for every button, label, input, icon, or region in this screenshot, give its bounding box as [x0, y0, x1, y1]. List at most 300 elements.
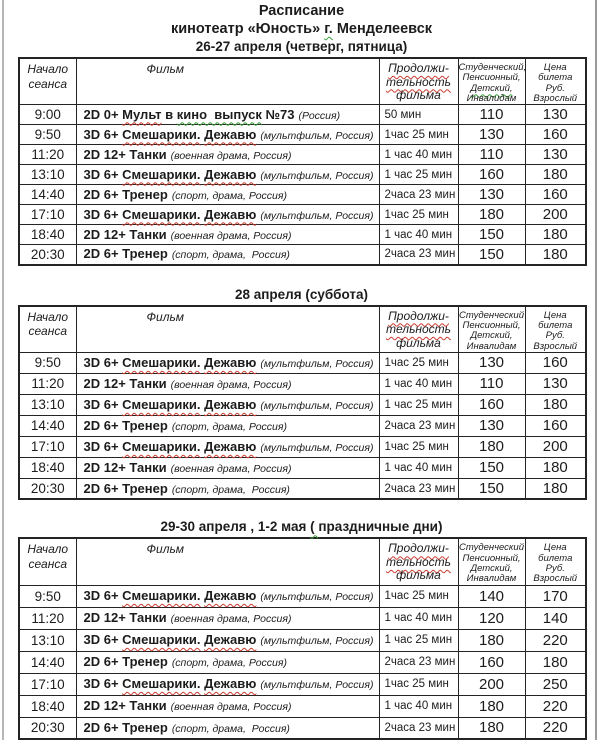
film-duration: 1 час 40 мин: [379, 145, 458, 165]
text-segment: 2D 6+ Тренер: [83, 246, 168, 262]
film-duration: 1 час 25 мин: [379, 165, 458, 185]
film-genre: (спорт, драма, Россия): [171, 189, 288, 202]
session-start-time: 17:10: [19, 673, 76, 695]
text-segment: Начало: [27, 309, 69, 324]
schedule-row: [19, 607, 586, 629]
schedule-sections: [18, 38, 585, 740]
adult-price: 180: [525, 457, 586, 478]
film-cell: [76, 436, 379, 457]
schedule-row: [19, 352, 586, 373]
text-segment: Цена билета: [538, 62, 573, 84]
text-segment: Руб.: [545, 82, 565, 94]
text-segment: 2D 12+ Танки: [83, 226, 167, 242]
film-title: [84, 147, 167, 162]
spellcheck-marked-text: Смешарики.: [122, 632, 201, 648]
film-title: [84, 397, 257, 412]
text-segment: Студенческий: [459, 542, 524, 554]
film-genre: (мультфильм, Россия): [260, 635, 374, 648]
text-segment: 3D 6+: [83, 354, 123, 370]
schedule-table: [18, 537, 587, 740]
discount-price: 110: [458, 145, 525, 165]
film-duration: 1час 25 мин: [379, 673, 458, 695]
schedule-row: [19, 145, 586, 165]
discount-price: 110: [458, 373, 525, 394]
session-start-time: 9:50: [19, 585, 76, 607]
film-duration: 2часа 23 мин: [379, 478, 458, 499]
text-segment: Инвалидам: [466, 340, 517, 352]
schedule-row: [19, 478, 586, 499]
text-segment: 3D 6+: [83, 396, 123, 412]
text-segment: Пенсионный,: [462, 319, 521, 331]
film-genre: (военная драма, Россия): [170, 701, 292, 714]
section-date-title: [18, 286, 585, 303]
spellcheck-marked-text: Дежавю: [204, 676, 257, 692]
session-start-time: 20:30: [19, 478, 76, 499]
session-start-time: 13:10: [19, 394, 76, 415]
page-subtitle: [18, 20, 585, 38]
schedule-table: [18, 57, 587, 266]
discount-price: 130: [458, 415, 525, 436]
text-segment: Пенсионный,: [462, 72, 521, 84]
text-segment: Инвалидам: [466, 92, 517, 104]
discount-price: 130: [458, 352, 525, 373]
film-title: [84, 720, 168, 735]
text-segment: 3D 6+: [83, 632, 123, 648]
film-duration: 2часа 23 мин: [379, 717, 458, 739]
discount-price: 130: [458, 185, 525, 205]
schedule-row: [19, 165, 586, 185]
schedule-row: [19, 629, 586, 651]
adult-price: 160: [525, 415, 586, 436]
film-genre: (мультфильм, Россия): [260, 399, 374, 412]
text-segment: 2D 12+ Танки: [83, 459, 167, 475]
spellcheck-marked-text: Дежавю: [204, 166, 257, 182]
schedule-row: [19, 185, 586, 205]
text-segment: 2D 6+ Тренер: [83, 417, 168, 433]
text-segment: 3D 6+: [83, 438, 123, 454]
adult-price: 180: [525, 478, 586, 499]
spellcheck-marked-text: Дежавю: [204, 396, 257, 412]
text-segment: Руб.: [545, 562, 565, 574]
col-header-discount-price: [458, 306, 525, 353]
film-duration: 1час 25 мин: [379, 125, 458, 145]
spellcheck-marked-text: Смешарики.: [122, 354, 201, 370]
film-duration: 2часа 23 мин: [379, 245, 458, 265]
schedule-row: [19, 105, 586, 125]
discount-price: 150: [458, 478, 525, 499]
text-segment: Детский,: [470, 330, 513, 342]
text-segment: сеанса: [28, 324, 67, 339]
text-segment: 29-30 апреля , 1-2 мая: [160, 519, 311, 535]
spellcheck-marked-text: Смешарики.: [122, 588, 201, 604]
session-start-time: 17:10: [19, 436, 76, 457]
text-segment: фильма: [396, 88, 441, 102]
spellcheck-marked-text: Смешарики.: [122, 126, 201, 142]
adult-price: 180: [525, 245, 586, 265]
session-start-time: 9:00: [19, 105, 76, 125]
film-genre: (мультфильм, Россия): [260, 357, 374, 370]
film-genre: (военная драма, Россия): [170, 462, 292, 475]
film-duration: 1 час 25 мин: [379, 629, 458, 651]
schedule-row: [19, 415, 586, 436]
spellcheck-marked-text: Смешарики.: [122, 438, 201, 454]
section-date-title: [18, 38, 585, 55]
session-start-time: 18:40: [19, 457, 76, 478]
col-header-duration: [379, 306, 458, 353]
col-header-adult-price: [525, 306, 586, 353]
text-segment: Взрослый: [533, 92, 578, 104]
text-segment: билета: [538, 319, 573, 331]
col-header-duration: [379, 58, 458, 105]
film-cell: [76, 105, 379, 125]
film-title: [84, 676, 257, 691]
spellcheck-marked-text: Дежавю: [204, 126, 257, 142]
film-duration: 50 мин: [379, 105, 458, 125]
spellcheck-marked-text: тельность: [386, 74, 451, 89]
adult-price: 130: [525, 373, 586, 394]
schedule-row: [19, 457, 586, 478]
spellcheck-marked-text: Дежавю: [204, 354, 257, 370]
text-segment: 2D 6+ Тренер: [83, 186, 168, 202]
session-start-time: 18:40: [19, 225, 76, 245]
film-cell: [76, 165, 379, 185]
text-segment: билета: [538, 552, 573, 564]
discount-price: 140: [458, 585, 525, 607]
film-cell: [76, 717, 379, 739]
discount-price: 160: [458, 165, 525, 185]
film-title: [84, 355, 257, 370]
col-header-film: Фильм: [76, 306, 379, 353]
film-cell: [76, 125, 379, 145]
discount-price: 180: [458, 205, 525, 225]
film-duration: 1 час 25 мин: [379, 394, 458, 415]
text-segment: Начало: [27, 62, 69, 76]
discount-price: 180: [458, 629, 525, 651]
session-start-time: 11:20: [19, 145, 76, 165]
session-start-time: 14:40: [19, 185, 76, 205]
film-title: [84, 460, 167, 475]
text-segment: 2D 12+ Танки: [83, 146, 167, 162]
session-start-time: 9:50: [19, 352, 76, 373]
schedule-row: [19, 673, 586, 695]
adult-price: 170: [525, 585, 586, 607]
adult-price: 180: [525, 651, 586, 673]
spellcheck-marked-text: Продолжи-: [388, 308, 449, 323]
text-segment: сеанса: [28, 76, 67, 91]
discount-price: 150: [458, 457, 525, 478]
col-header-adult-price: [525, 58, 586, 105]
adult-price: 160: [525, 352, 586, 373]
film-genre: (спорт, драма, Россия): [171, 249, 290, 262]
session-start-time: 20:30: [19, 717, 76, 739]
film-genre: (мультфильм, Россия): [260, 441, 374, 454]
schedule-row: [19, 651, 586, 673]
film-title: [84, 246, 168, 261]
spellcheck-marked-text: Смешарики.: [122, 396, 201, 412]
text-segment: Руб.: [545, 330, 565, 342]
session-start-time: 14:40: [19, 651, 76, 673]
spellcheck-marked-text: Продолжи-: [388, 541, 449, 556]
spellcheck-marked-text: Детский,: [470, 82, 513, 94]
spellcheck-marked-text: Дежавю: [204, 632, 257, 648]
film-duration: 1час 25 мин: [379, 436, 458, 457]
film-duration: 2часа 23 мин: [379, 651, 458, 673]
schedule-row: [19, 717, 586, 739]
schedule-row: [19, 225, 586, 245]
col-header-adult-price: [525, 538, 586, 585]
session-start-time: 13:10: [19, 165, 76, 185]
session-start-time: 18:40: [19, 695, 76, 717]
spellcheck-marked-text: кино выпуск: [176, 106, 262, 122]
film-title: [84, 107, 295, 122]
film-title: [84, 481, 168, 496]
adult-price: 180: [525, 225, 586, 245]
film-title: [84, 187, 168, 202]
film-cell: [76, 651, 379, 673]
page-right-edge: [595, 0, 597, 740]
schedule-row: [19, 373, 586, 394]
film-genre: (спорт, драма, Россия): [171, 420, 288, 433]
film-cell: [76, 245, 379, 265]
adult-price: 220: [525, 695, 586, 717]
session-start-time: 17:10: [19, 205, 76, 225]
film-cell: [76, 225, 379, 245]
adult-price: 200: [525, 205, 586, 225]
film-genre: (спорт, драма, Россия): [171, 722, 290, 735]
schedule-document: [18, 0, 585, 740]
film-title: [84, 610, 167, 625]
film-cell: [76, 673, 379, 695]
film-cell: [76, 457, 379, 478]
text-segment: сеанса: [28, 556, 67, 571]
adult-price: 130: [525, 105, 586, 125]
table-header-row: [19, 306, 586, 353]
section-date-title: [18, 518, 585, 535]
adult-price: 200: [525, 436, 586, 457]
adult-price: 180: [525, 394, 586, 415]
table-header-row: [19, 538, 586, 585]
text-segment: 2D 12+ Танки: [83, 698, 167, 714]
spellcheck-marked-text: Дежавю: [204, 588, 257, 604]
col-header-discount-price: [458, 538, 525, 585]
text-segment: Инвалидам: [466, 573, 517, 585]
schedule-row: [19, 695, 586, 717]
spellcheck-marked-text: Смешарики.: [122, 206, 201, 222]
film-cell: [76, 394, 379, 415]
film-cell: [76, 478, 379, 499]
discount-price: 150: [458, 245, 525, 265]
text-segment: Взрослый: [533, 573, 578, 585]
film-duration: 2часа 23 мин: [379, 415, 458, 436]
film-duration: 1час 25 мин: [379, 585, 458, 607]
film-duration: 1час 25 мин: [379, 352, 458, 373]
text-segment: в: [161, 106, 177, 122]
film-cell: [76, 415, 379, 436]
film-duration: 1 час 40 мин: [379, 457, 458, 478]
schedule-section: [18, 518, 585, 740]
film-genre: (военная драма, Россия): [170, 229, 292, 242]
table-body: [19, 105, 586, 265]
session-start-time: 13:10: [19, 629, 76, 651]
adult-price: 160: [525, 185, 586, 205]
film-title: [84, 227, 167, 242]
spellcheck-marked-text: Продолжи-: [388, 61, 449, 75]
text-segment: 2D 12+ Танки: [83, 610, 167, 626]
text-segment: 2D 6+ Тренер: [83, 480, 168, 496]
col-header-film: Фильм: [76, 58, 379, 105]
text-segment: 2D 6+ Тренер: [83, 719, 168, 735]
film-cell: [76, 695, 379, 717]
film-genre: (военная драма, Россия): [170, 613, 292, 626]
spellcheck-marked-text: Дежавю: [204, 438, 257, 454]
film-duration: 1час 25 мин: [379, 205, 458, 225]
discount-price: 180: [458, 695, 525, 717]
schedule-section: [18, 286, 585, 501]
text-segment: фильма: [396, 568, 441, 583]
session-start-time: 11:20: [19, 373, 76, 394]
film-duration: 1 час 40 мин: [379, 373, 458, 394]
schedule-row: [19, 125, 586, 145]
adult-price: 130: [525, 145, 586, 165]
spellcheck-marked-text: Смешарики.: [122, 166, 201, 182]
adult-price: 160: [525, 125, 586, 145]
discount-price: 160: [458, 651, 525, 673]
film-title: [84, 127, 257, 142]
discount-price: 120: [458, 607, 525, 629]
film-genre: (военная драма, Россия): [170, 149, 292, 162]
film-cell: [76, 607, 379, 629]
film-cell: [76, 585, 379, 607]
text-segment: 3D 6+: [83, 588, 123, 604]
adult-price: 220: [525, 629, 586, 651]
text-segment: 3D 6+: [83, 676, 123, 692]
spellcheck-marked-text: Смешарики.: [122, 676, 201, 692]
spellcheck-marked-text: тельность: [386, 322, 451, 337]
table-header-row: [19, 58, 586, 105]
text-segment: 2D 12+ Танки: [83, 375, 167, 391]
film-title: [84, 698, 167, 713]
table-body: [19, 352, 586, 499]
discount-price: 200: [458, 673, 525, 695]
schedule-table: [18, 305, 587, 501]
text-segment: Менделеевск: [332, 21, 433, 37]
schedule-row: [19, 205, 586, 225]
film-title: [84, 167, 257, 182]
film-genre: (мультфильм, Россия): [260, 209, 374, 222]
adult-price: 250: [525, 673, 586, 695]
text-segment: Студенческий: [459, 309, 524, 321]
adult-price: 140: [525, 607, 586, 629]
film-genre: (мультфильм, Россия): [260, 679, 374, 692]
spellcheck-marked-text: (: [310, 519, 319, 535]
text-segment: №73: [261, 106, 295, 122]
film-duration: 1 час 40 мин: [379, 607, 458, 629]
film-cell: [76, 205, 379, 225]
film-genre: (Россия): [298, 109, 341, 122]
film-genre: (спорт, драма, Россия): [171, 657, 288, 670]
text-segment: Пенсионный,: [462, 552, 521, 564]
text-segment: Студенческий,: [458, 62, 527, 73]
discount-price: 110: [458, 105, 525, 125]
text-segment: Детский,: [470, 562, 513, 574]
discount-price: 130: [458, 125, 525, 145]
page-left-edge: [2, 0, 4, 740]
schedule-section: [18, 38, 585, 266]
film-genre: (военная драма, Россия): [170, 378, 292, 391]
col-header-duration: [379, 538, 458, 585]
film-genre: (мультфильм, Россия): [260, 129, 374, 142]
film-duration: 2часа 23 мин: [379, 185, 458, 205]
discount-price: 180: [458, 717, 525, 739]
spellcheck-marked-text: Дежавю: [204, 206, 257, 222]
table-body: [19, 585, 586, 739]
text-segment: 3D 6+: [83, 126, 123, 142]
film-title: [84, 632, 257, 647]
spellcheck-marked-text: Мульт: [122, 106, 162, 122]
col-header-start-time: [19, 58, 76, 105]
film-cell: [76, 185, 379, 205]
schedule-row: [19, 394, 586, 415]
discount-price: 180: [458, 436, 525, 457]
film-cell: [76, 629, 379, 651]
col-header-discount-price: [458, 58, 525, 105]
film-genre: (спорт, драма, Россия): [171, 483, 290, 496]
text-segment: Взрослый: [533, 340, 578, 352]
film-title: [84, 376, 167, 391]
col-header-film: Фильм: [76, 538, 379, 585]
adult-price: 180: [525, 165, 586, 185]
text-segment: Начало: [27, 542, 69, 557]
film-title: [84, 439, 257, 454]
session-start-time: 11:20: [19, 607, 76, 629]
text-segment: 3D 6+: [83, 166, 123, 182]
spellcheck-marked-text: г.: [324, 21, 333, 37]
film-title: [84, 207, 257, 222]
film-duration: 1 час 40 мин: [379, 695, 458, 717]
film-cell: [76, 373, 379, 394]
film-duration: 1 час 40 мин: [379, 225, 458, 245]
schedule-row: [19, 585, 586, 607]
film-genre: (мультфильм, Россия): [260, 591, 374, 604]
text-segment: 3D 6+: [83, 206, 123, 222]
film-title: [84, 588, 257, 603]
col-header-start-time: [19, 538, 76, 585]
film-genre: (мультфильм, Россия): [260, 169, 374, 182]
text-segment: 28 апреля (суббота): [234, 286, 369, 302]
session-start-time: 9:50: [19, 125, 76, 145]
film-cell: [76, 145, 379, 165]
session-start-time: 14:40: [19, 415, 76, 436]
text-segment: Цена: [543, 542, 567, 554]
text-segment: 26-27 апреля (четверг, пятница): [195, 39, 408, 54]
schedule-row: [19, 245, 586, 265]
film-title: [84, 654, 168, 669]
spellcheck-marked-text: тельность: [386, 554, 451, 569]
text-segment: Цена: [543, 309, 567, 321]
discount-price: 150: [458, 225, 525, 245]
film-title: [84, 418, 168, 433]
text-segment: праздничные дни): [318, 519, 443, 535]
text-segment: фильма: [396, 335, 441, 350]
session-start-time: 20:30: [19, 245, 76, 265]
text-segment: 2D 6+ Тренер: [83, 654, 168, 670]
film-cell: [76, 352, 379, 373]
col-header-start-time: [19, 306, 76, 353]
discount-price: 160: [458, 394, 525, 415]
text-segment: кинотеатр «Юность»: [170, 21, 325, 37]
adult-price: 220: [525, 717, 586, 739]
text-segment: 2D 0+: [83, 106, 123, 122]
